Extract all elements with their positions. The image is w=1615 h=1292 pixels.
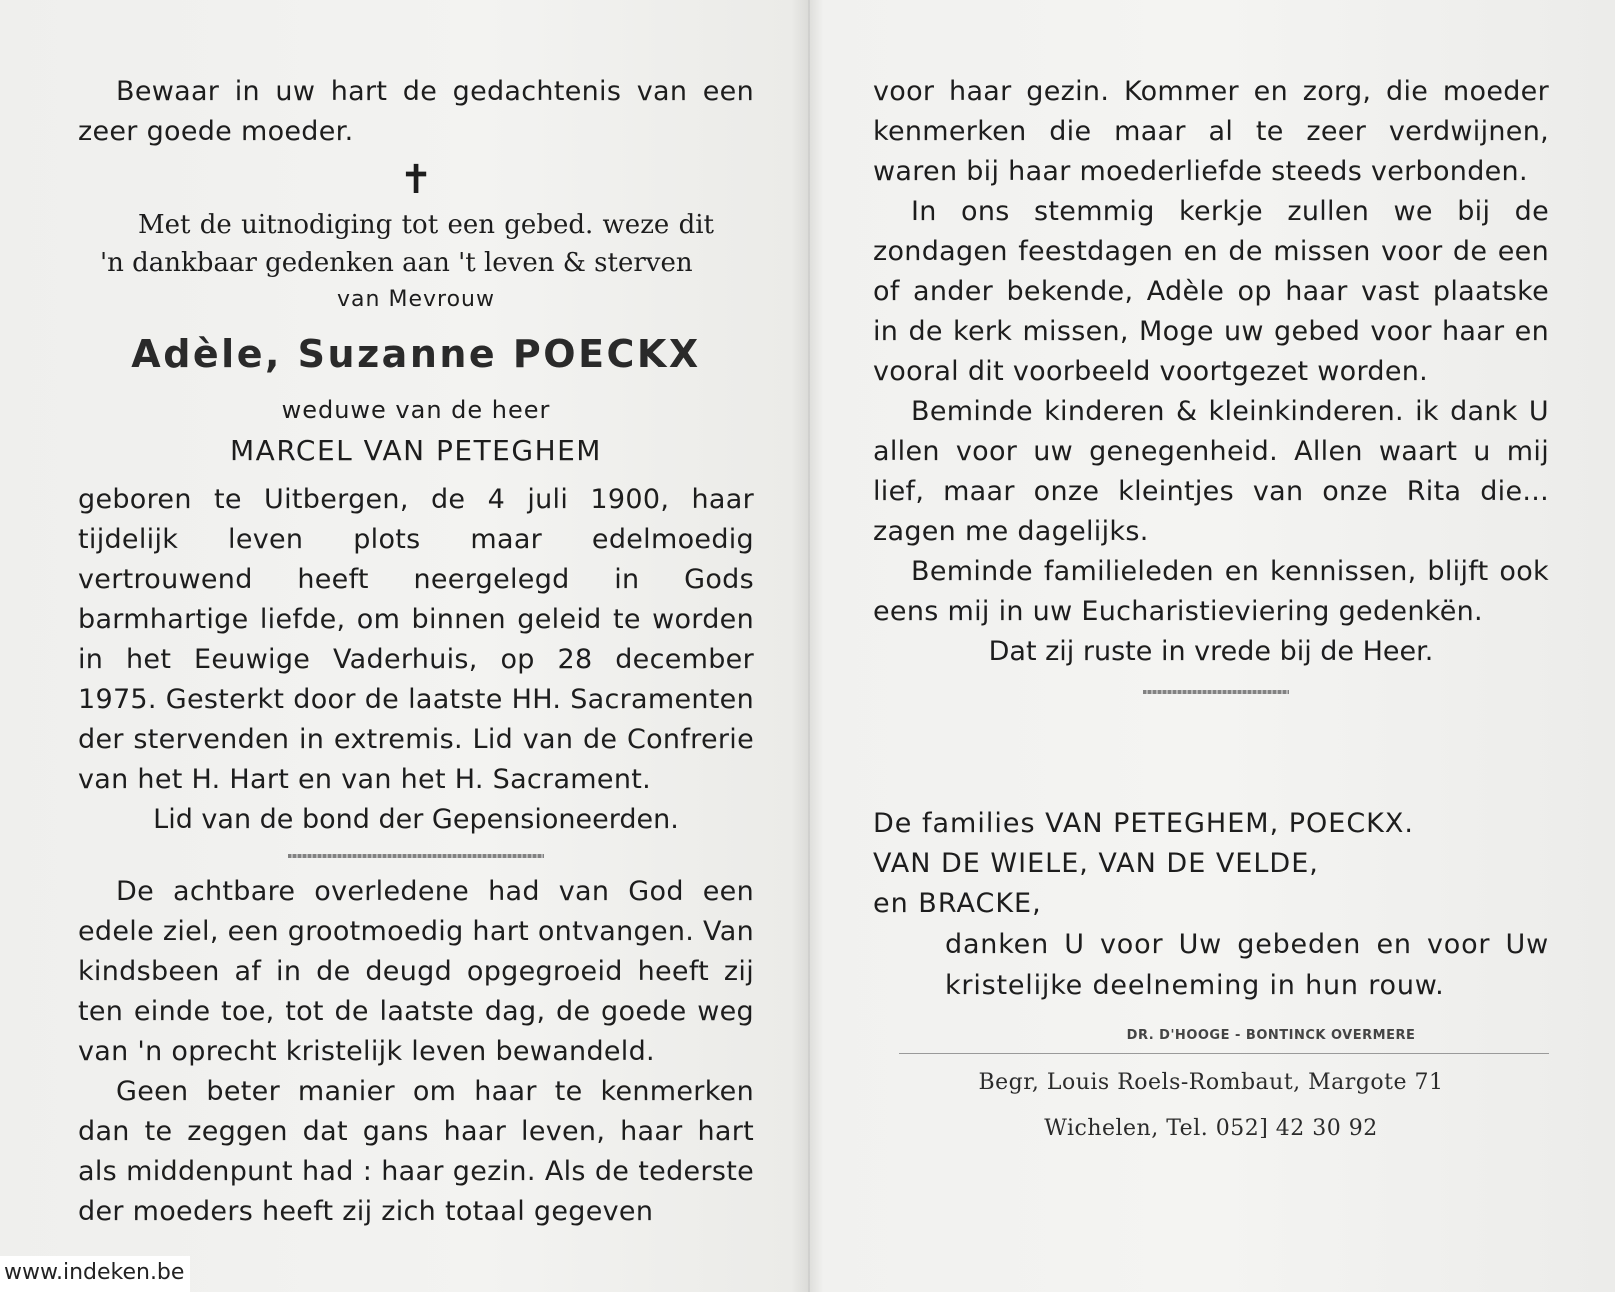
- card-fold: [808, 0, 810, 1292]
- thanks-text: danken U voor Uw gebeden en voor Uw kristelijke deelneming in hun rouw.: [945, 929, 1549, 1001]
- spacer: [873, 708, 1549, 804]
- watermark: www.indeken.be: [0, 1256, 190, 1292]
- widow-label: weduwe van de heer: [281, 396, 551, 424]
- tribute-paragraph-1: De achtbare overledene had van God een edele ziel, een grootmoedig hart ontvangen. Van kindsbeen af in de deugd opgegroeid heeft zij ten einde toe, tot de laatste dag, de goede weg van 'n oprecht kristelijk leven bewandeld.: [78, 876, 754, 1067]
- cross-icon: ✝: [399, 157, 433, 203]
- mevrouw-label: van Mevrouw: [337, 287, 495, 312]
- divider: [288, 854, 544, 858]
- intro-text: Bewaar in uw hart de gedachtenis van een zeer goede moeder.: [78, 76, 754, 147]
- deceased-name: Adèle, Suzanne POECKX: [131, 332, 701, 376]
- funeral-director-line-2: Wichelen, Tel. 052] 42 30 92: [1044, 1116, 1378, 1141]
- divider: [1143, 690, 1289, 694]
- biography-text: geboren te Uitbergen, de 4 juli 1900, haar tijdelijk leven plots maar edelmoedig vertrouwend heeft neergelegd in Gods barmhartige liefde, om binnen geleid te worden in het Eeuwige Vaderhuis, op 28 december 1975. Gesterkt door de laatste HH. Sacramenten der stervenden in extremis. Lid van de Confrerie van het H. Hart en van het H. Sacrament.: [78, 484, 754, 795]
- families-line-3: en BRACKE,: [873, 888, 1042, 919]
- tribute-paragraph-2: Geen beter manier om haar te kenmerken dan te zeggen dat gans haar leven, haar hart als middenpunt had : haar gezin. Als de tederste der moeders heeft zij zich totaal gegeven: [78, 1076, 754, 1227]
- funeral-director-line-1: Begr, Louis Roels-Rombaut, Margote 71: [978, 1070, 1444, 1095]
- rest-in-peace: Dat zij ruste in vrede bij de Heer.: [988, 636, 1434, 667]
- printer-credit: DR. D'HOOGE - BONTINCK OVERMERE: [1126, 1028, 1416, 1043]
- invitation-text: Met de uitnodiging tot een gebed. weze dit 'n dankbaar gedenken aan 't leven & sterven: [100, 210, 714, 278]
- husband-name: MARCEL VAN PETEGHEM: [230, 434, 602, 467]
- church-paragraph: In ons stemmig kerkje zullen we bij de zondagen feestdagen en de missen voor de een of ander bekende, Adèle op haar vast plaatske in de kerk missen, Moge uw gebed voor haar en vooral dit voorbeeld voortgezet worden.: [873, 196, 1549, 387]
- family-paragraph: Beminde familieleden en kennissen, blijft ook eens mij in uw Eucharistieviering gedenkën.: [873, 556, 1549, 627]
- membership-text: Lid van de bond der Gepensioneerden.: [153, 804, 679, 835]
- left-panel: [78, 72, 754, 1232]
- divider: [899, 1053, 1549, 1054]
- right-panel: [873, 72, 1549, 1146]
- families-line-1: De families VAN PETEGHEM, POECKX.: [873, 808, 1414, 839]
- children-paragraph: Beminde kinderen & kleinkinderen. ik dank U allen voor uw genegenheid. Allen waart u mij lief, maar onze kleintjes van onze Rita die... zagen me dagelijks.: [873, 396, 1549, 547]
- continued-text: voor haar gezin. Kommer en zorg, die moeder kenmerken die maar al te zeer verdwijnen, waren bij haar moederliefde steeds verbonden.: [873, 76, 1549, 187]
- families-line-2: VAN DE WIELE, VAN DE VELDE,: [873, 848, 1319, 879]
